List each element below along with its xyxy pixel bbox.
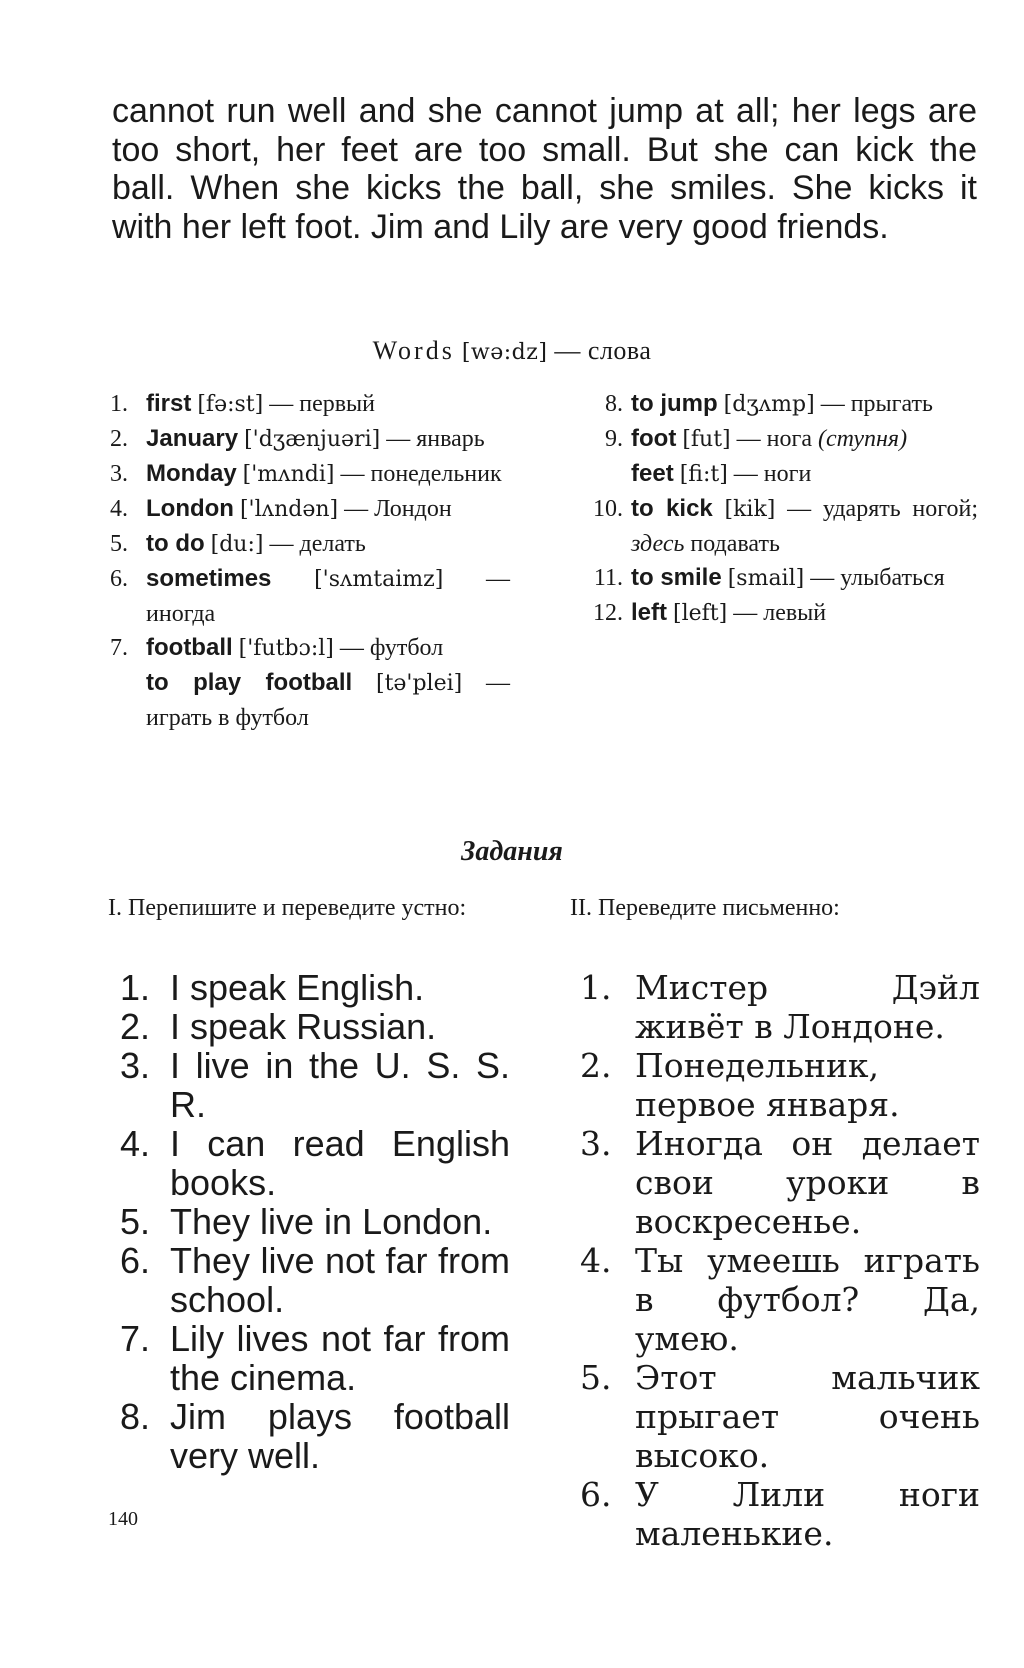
item-text: They live in London.: [170, 1201, 493, 1242]
vocab-gloss: — футбол: [333, 635, 444, 661]
vocab-entry: [110, 527, 510, 562]
vocab-gloss-italic: (ступня): [817, 426, 908, 452]
vocab-term: to jump: [631, 390, 718, 417]
vocab-number: 6.: [110, 566, 128, 592]
vocab-entry: [573, 561, 978, 596]
item-number: 6.: [120, 1240, 151, 1281]
task2-item: [580, 968, 980, 1046]
vocab-gloss: — январь: [380, 426, 485, 452]
task1-list: [120, 968, 510, 1475]
vocab-entry: [110, 457, 510, 492]
vocab-term: to play football: [146, 669, 353, 696]
vocab-ipa: ['lʌndən]: [239, 497, 339, 522]
vocab-number: 7.: [110, 635, 128, 661]
vocab-number: 5.: [110, 531, 128, 557]
item-number: 4.: [120, 1123, 151, 1164]
item-number: 5.: [580, 1358, 612, 1397]
vocab-ipa: [du:]: [210, 532, 264, 557]
vocab-gloss: — прыгать: [814, 391, 933, 417]
vocab-gloss: — иногда: [146, 566, 511, 627]
task1-item: [120, 1241, 510, 1319]
vocab-term: left: [631, 599, 667, 626]
item-text: Lily lives not far from the cinema.: [170, 1318, 510, 1398]
item-text: У Лили ноги маленькие.: [635, 1475, 980, 1553]
vocab-ipa: [tə'plei]: [375, 671, 463, 696]
vocab-term: feet: [631, 460, 674, 487]
vocab-term: to kick: [631, 495, 713, 522]
vocab-gloss: — понедельник: [334, 461, 502, 487]
item-number: 1.: [580, 968, 612, 1007]
vocab-term: to do: [146, 530, 205, 557]
vocab-ipa: [fə:st]: [197, 392, 264, 417]
task2-heading: II. Переведите письменно:: [570, 895, 840, 921]
vocab-term: first: [146, 390, 192, 417]
vocab-number: 1.: [110, 391, 128, 417]
vocab-number: 9.: [605, 426, 623, 452]
task1-item: [120, 1046, 510, 1124]
vocab-ipa: [left]: [673, 601, 728, 626]
vocab-gloss: — первый: [263, 391, 376, 417]
vocab-gloss: — играть в футбол: [146, 670, 511, 731]
item-text: Jim plays football very well.: [170, 1396, 510, 1476]
item-number: 3.: [580, 1124, 612, 1163]
item-number: 5.: [120, 1201, 151, 1242]
vocab-entry: [573, 422, 978, 492]
vocab-gloss: — нога: [730, 426, 818, 452]
words-heading-translation: — слова: [547, 336, 652, 365]
task1-heading: I. Перепишите и переведите устно:: [108, 895, 467, 921]
vocab-term: London: [146, 495, 234, 522]
vocabulary-right-column: [573, 387, 978, 631]
vocab-number: 12.: [593, 600, 623, 626]
item-text: I can read English books.: [170, 1123, 510, 1203]
vocab-entry: [110, 422, 510, 457]
vocab-term: Monday: [146, 460, 237, 487]
item-text: I speak English.: [170, 967, 425, 1008]
vocab-term: January: [146, 425, 239, 452]
vocab-number: 3.: [110, 461, 128, 487]
vocab-entry: [110, 387, 510, 422]
page-number: 140: [108, 1508, 138, 1530]
item-text: Понедельник, первое января.: [635, 1046, 900, 1124]
vocab-term: sometimes: [146, 565, 272, 592]
item-number: 7.: [120, 1318, 151, 1359]
vocab-entry: [573, 387, 978, 422]
vocab-ipa: ['sʌmtaimz]: [314, 567, 444, 592]
item-text: I live in the U. S. S. R.: [170, 1045, 510, 1125]
story-paragraph: cannot run well and she cannot jump at all; her legs are too short, her feet are too small. But she can kick the ball. When she kicks the ball, she smiles. She kicks it with her left foot. Jim and Lily are very good friends.: [112, 92, 977, 246]
item-number: 4.: [580, 1241, 612, 1280]
task1-item: [120, 1202, 510, 1241]
vocab-entry: [110, 562, 510, 631]
item-text: Иногда он делает свои уроки в воскресенье.: [635, 1124, 980, 1241]
item-text: I speak Russian.: [170, 1006, 437, 1047]
vocab-gloss: подавать: [684, 531, 780, 557]
vocab-entry: [573, 492, 978, 561]
vocab-entry: [110, 631, 510, 735]
vocab-ipa: ['dʒænjuəri]: [244, 427, 381, 452]
vocab-ipa: [kik]: [724, 497, 776, 522]
vocab-gloss: — ноги: [727, 461, 812, 487]
task2-item: [580, 1124, 980, 1241]
task2-item: [580, 1046, 980, 1124]
vocab-number: 8.: [605, 391, 623, 417]
task1-item: [120, 1319, 510, 1397]
vocab-gloss: — делать: [263, 531, 366, 557]
tasks-heading: Задания: [461, 836, 563, 867]
vocab-term: to smile: [631, 564, 722, 591]
vocab-entry: [110, 492, 510, 527]
vocab-number: 4.: [110, 496, 128, 522]
vocabulary-left-column: [110, 387, 510, 735]
vocab-term: football: [146, 634, 233, 661]
vocab-gloss: — ударять ногой;: [775, 496, 978, 522]
task1-item: [120, 968, 510, 1007]
vocab-ipa: [smail]: [727, 566, 805, 591]
task2-item: [580, 1358, 980, 1475]
vocab-entry: [573, 596, 978, 631]
item-text: They live not far from school.: [170, 1240, 510, 1320]
vocab-number: 11.: [593, 565, 623, 591]
vocab-gloss: — улыбаться: [804, 565, 945, 591]
item-text: Мистер Дэйл живёт в Лондоне.: [635, 968, 980, 1046]
vocab-ipa: [fi:t]: [679, 462, 728, 487]
task1-item: [120, 1007, 510, 1046]
item-text: Этот мальчик прыгает очень высоко.: [635, 1358, 980, 1475]
vocab-number: 10.: [593, 496, 623, 522]
task2-item: [580, 1475, 980, 1553]
vocab-ipa: [fut]: [682, 427, 731, 452]
item-number: 2.: [120, 1006, 151, 1047]
task2-item: [580, 1241, 980, 1358]
task1-item: [120, 1124, 510, 1202]
task1-item: [120, 1397, 510, 1475]
vocab-gloss-italic: здесь: [631, 531, 685, 557]
item-number: 6.: [580, 1475, 612, 1514]
vocab-gloss: — Лондон: [338, 496, 452, 522]
item-number: 8.: [120, 1396, 151, 1437]
words-heading-label: Words: [372, 336, 455, 365]
words-heading: [0, 336, 1024, 366]
vocab-term: foot: [631, 425, 677, 452]
vocab-ipa: [dʒʌmp]: [723, 392, 815, 417]
words-heading-ipa: [wə:dz]: [461, 340, 548, 365]
vocab-number: 2.: [110, 426, 128, 452]
item-text: Ты умеешь играть в футбол? Да, умею.: [635, 1241, 980, 1358]
vocab-ipa: ['mʌndi]: [242, 462, 335, 487]
item-number: 1.: [120, 967, 151, 1008]
item-number: 2.: [580, 1046, 612, 1085]
vocab-gloss: — левый: [727, 600, 827, 626]
vocab-ipa: ['futbɔ:l]: [238, 636, 334, 661]
item-number: 3.: [120, 1045, 151, 1086]
task2-list: [580, 968, 980, 1553]
